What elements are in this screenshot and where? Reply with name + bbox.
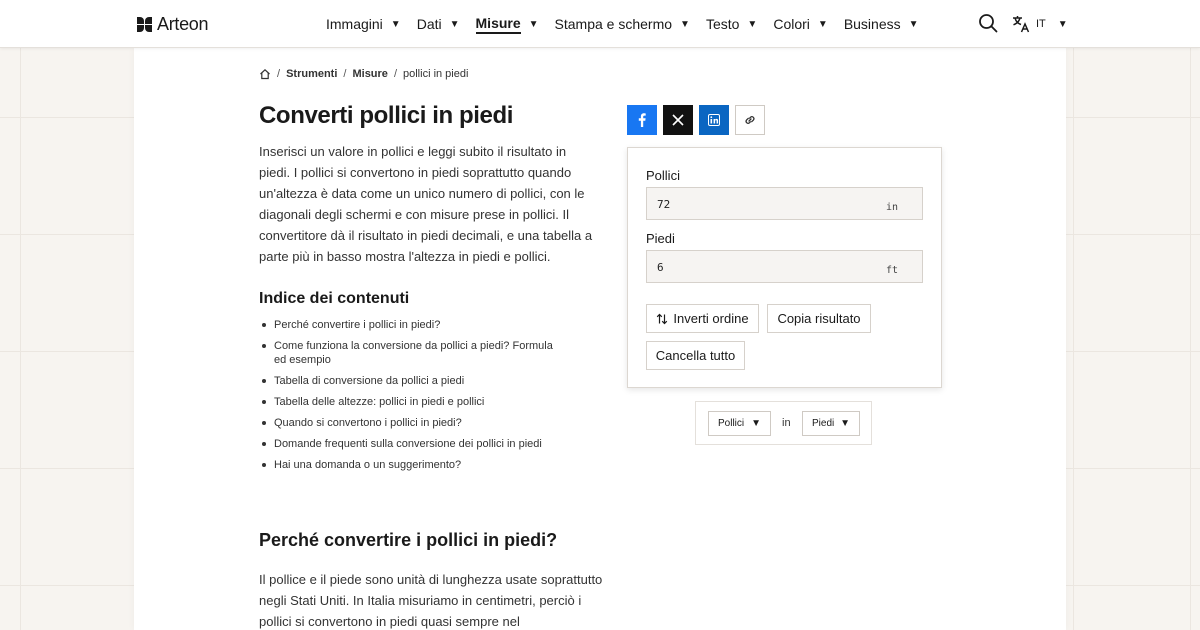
swap-order-label: Inverti ordine xyxy=(673,311,749,326)
clear-all-label: Cancella tutto xyxy=(655,348,736,363)
language-code: IT xyxy=(1036,18,1046,30)
brand-name: Arteon xyxy=(157,14,209,34)
nav-item-misure[interactable] xyxy=(476,0,539,48)
inches-input[interactable] xyxy=(646,187,923,220)
search-button[interactable] xyxy=(978,13,1000,35)
share-facebook-button[interactable] xyxy=(627,105,657,135)
toc-link[interactable]: Tabella di conversione da pollici a piedi xyxy=(259,374,559,388)
section-paragraph: Il pollice e il piede sono unità di lunghezza usate soprattutto negli Stati Uniti. In Italia misuriamo in centimetri, perciò i pollici si convertono in piedi quasi sempre nel xyxy=(259,572,603,629)
search-icon xyxy=(978,13,998,33)
breadcrumb xyxy=(259,68,468,80)
nav-item-label: Colori xyxy=(773,16,810,32)
to-unit-label: Piedi xyxy=(646,231,675,246)
nav-item-label: Immagini xyxy=(326,16,383,32)
chevron-down-icon: ▼ xyxy=(680,18,690,30)
chevron-down-icon: ▼ xyxy=(449,18,460,30)
intro-paragraph: Inserisci un valore in pollici e leggi subito il risultato in piedi. I pollici si convertono in piedi soprattutto quando un'altezza è data come un unico numero di pollici, con le diagonali degli schermi e con misure prese in pollici. Il convertitore dà il risultato in piedi decimali, e una tabella a parte più in basso mostra l'altezza in piedi e pollici. xyxy=(259,144,593,264)
breadcrumb-separator: / xyxy=(277,68,281,80)
logo-icon xyxy=(137,17,153,33)
share-x-button[interactable] xyxy=(663,105,693,135)
share-linkedin-button[interactable] xyxy=(699,105,729,135)
main-nav xyxy=(326,0,935,48)
converter-card xyxy=(627,147,942,388)
from-unit-select-value: Pollici xyxy=(718,418,745,429)
from-unit-select[interactable] xyxy=(708,411,771,436)
clear-all-button[interactable] xyxy=(646,341,745,370)
toc-link[interactable]: Hai una domanda o un suggerimento? xyxy=(259,458,559,472)
translate-icon xyxy=(1012,15,1030,33)
linkedin-icon xyxy=(708,114,720,126)
chevron-down-icon: ▼ xyxy=(817,18,828,30)
nav-item-business[interactable] xyxy=(844,0,919,48)
nav-item-label: Stampa e schermo xyxy=(554,16,673,32)
chevron-down-icon: ▼ xyxy=(390,18,401,30)
chevron-down-icon: ▼ xyxy=(747,18,758,30)
toc-link[interactable]: Quando si convertono i pollici in piedi? xyxy=(259,416,559,430)
nav-item-colori[interactable] xyxy=(773,0,827,48)
facebook-icon xyxy=(638,113,646,127)
section-heading: Perché convertire i pollici in piedi? xyxy=(259,530,558,550)
swap-vertical-icon xyxy=(656,313,668,325)
to-unit-select[interactable] xyxy=(802,411,860,436)
breadcrumb-separator: / xyxy=(343,68,347,80)
table-of-contents xyxy=(259,318,559,479)
inches-unit: in xyxy=(885,202,898,213)
nav-item-dati[interactable] xyxy=(417,0,460,48)
nav-item-label: Business xyxy=(843,16,901,32)
brand-logo[interactable] xyxy=(137,14,208,35)
toc-link[interactable]: Come funziona la conversione da pollici a piedi? Formula ed esempio xyxy=(259,339,559,367)
breadcrumb-link-strumenti[interactable]: Strumenti xyxy=(286,68,338,80)
home-icon[interactable] xyxy=(259,68,271,80)
chevron-down-icon: ▼ xyxy=(908,18,919,30)
breadcrumb-separator: / xyxy=(393,68,397,80)
link-icon xyxy=(743,113,757,127)
site-header xyxy=(0,0,1200,48)
feet-input[interactable] xyxy=(646,250,923,283)
x-icon xyxy=(672,114,684,126)
page-title: Converti pollici in piedi xyxy=(259,102,514,129)
copy-link-button[interactable] xyxy=(735,105,765,135)
inches-value: 72 xyxy=(657,198,671,211)
nav-item-stampa-e-schermo[interactable] xyxy=(555,0,690,48)
breadcrumb-link-misure[interactable]: Misure xyxy=(352,68,388,80)
share-bar xyxy=(627,105,765,135)
chevron-down-icon: ▼ xyxy=(528,18,539,30)
chevron-down-icon: ▼ xyxy=(840,418,850,429)
nav-item-label: Dati xyxy=(416,16,442,32)
toc-link[interactable]: Perché convertire i pollici in piedi? xyxy=(259,318,559,332)
toc-link[interactable]: Domande frequenti sulla conversione dei pollici in piedi xyxy=(259,437,559,451)
to-unit-select-value: Piedi xyxy=(812,418,835,429)
feet-unit: ft xyxy=(885,265,898,276)
nav-item-label: Testo xyxy=(705,16,740,32)
from-unit-label: Pollici xyxy=(646,168,680,183)
toc-title: Indice dei contenuti xyxy=(259,290,410,307)
nav-item-immagini[interactable] xyxy=(326,0,401,48)
swap-order-button[interactable] xyxy=(646,304,759,333)
chevron-down-icon: ▼ xyxy=(1057,18,1068,30)
breadcrumb-current: pollici in piedi xyxy=(403,68,469,80)
toc-link[interactable]: Tabella delle altezze: pollici in piedi e pollici xyxy=(259,395,559,409)
unit-connector: in xyxy=(782,417,791,429)
unit-selector xyxy=(695,401,872,445)
copy-result-button[interactable] xyxy=(767,304,871,333)
chevron-down-icon: ▼ xyxy=(751,418,761,429)
language-selector[interactable] xyxy=(1012,15,1068,33)
nav-item-testo[interactable] xyxy=(706,0,757,48)
copy-result-label: Copia risultato xyxy=(777,311,861,326)
feet-value: 6 xyxy=(657,261,664,274)
nav-item-label: Misure xyxy=(476,15,521,34)
